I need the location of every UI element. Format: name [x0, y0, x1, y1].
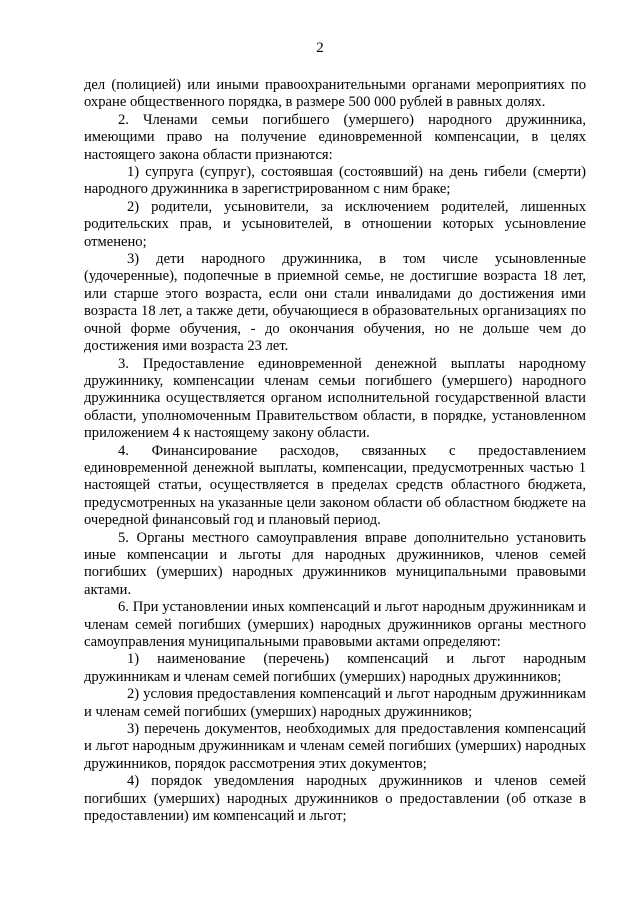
list-item-2: 2) родители, усыновители, за исключением родителей, лишенных родительских прав, и усыновителей, в отношении которых усыновление отменено;	[84, 198, 586, 250]
page-number: 2	[316, 40, 324, 56]
list-item-1: 1) супруга (супруг), состоявшая (состоявший) на день гибели (смерти) народного дружинника в зарегистрированном с ним браке;	[84, 164, 586, 198]
document-body	[84, 77, 586, 825]
paragraph-6: 6. При установлении иных компенсаций и льгот народным дружинникам и членам семей погибших (умерших) народных дружинников органы местного самоуправления муниципальными правовыми актами определяют:	[84, 599, 586, 650]
list-item-6-4: 4) порядок уведомления народных дружинников и членов семей погибших (умерших) народных дружинников о предоставлении (об отказе в предоставлении) им компенсаций и льгот;	[84, 773, 586, 825]
paragraph-5: 5. Органы местного самоуправления вправе дополнительно установить иные компенсации и льготы для народных дружинников, членов семей погибших (умерших) народных дружинников муниципальными правовыми актами.	[84, 529, 586, 598]
paragraph-2: 2. Членами семьи погибшего (умершего) народного дружинника, имеющими право на получение единовременной компенсации, в целях настоящего закона области признаются:	[84, 111, 586, 163]
paragraph-continuation: дел (полицией) или иными правоохранительными органами мероприятиях по охране общественного порядка, в размере 500 000 рублей в равных долях.	[84, 77, 586, 111]
list-item-3: 3) дети народного дружинника, в том числе усыновленные (удочеренные), подопечные в приемной семье, не достигшие возраста 18 лет, или старше этого возраста, если они стали инвалидами до достижения ими возраста 18 лет, а также дети, обучающиеся в образовательных организациях по очной форме обучения, - до окончания обучения, но не дольше чем до достижения ими возраста 23 лет.	[84, 251, 586, 355]
list-item-6-2: 2) условия предоставления компенсаций и льгот народным дружинникам и членам семей погибших (умерших) народных дружинников;	[84, 686, 586, 720]
list-item-6-3: 3) перечень документов, необходимых для предоставления компенсаций и льгот народным дружинникам и членам семей погибших (умерших) народных дружинников, порядок рассмотрения этих документов;	[84, 721, 586, 772]
paragraph-3: 3. Предоставление единовременной денежной выплаты народному дружиннику, компенсации членам семьи погибшего (умершего) народного дружинника осуществляется органом исполнительной государственной власти области, уполномоченным Правительством области, в порядке, установленном приложением 4 к настоящему закону области.	[84, 355, 586, 442]
list-item-6-1: 1) наименование (перечень) компенсаций и льгот народным дружинникам и членам семей погибших (умерших) народных дружинников;	[84, 651, 586, 685]
paragraph-4: 4. Финансирование расходов, связанных с предоставлением единовременной денежной выплаты, компенсации, предусмотренных частью 1 настоящей статьи, осуществляется в пределах средств областного бюджета, предусмотренных на указанные цели законом области об областном бюджете на очередной финансовый год и плановый период.	[84, 442, 586, 529]
